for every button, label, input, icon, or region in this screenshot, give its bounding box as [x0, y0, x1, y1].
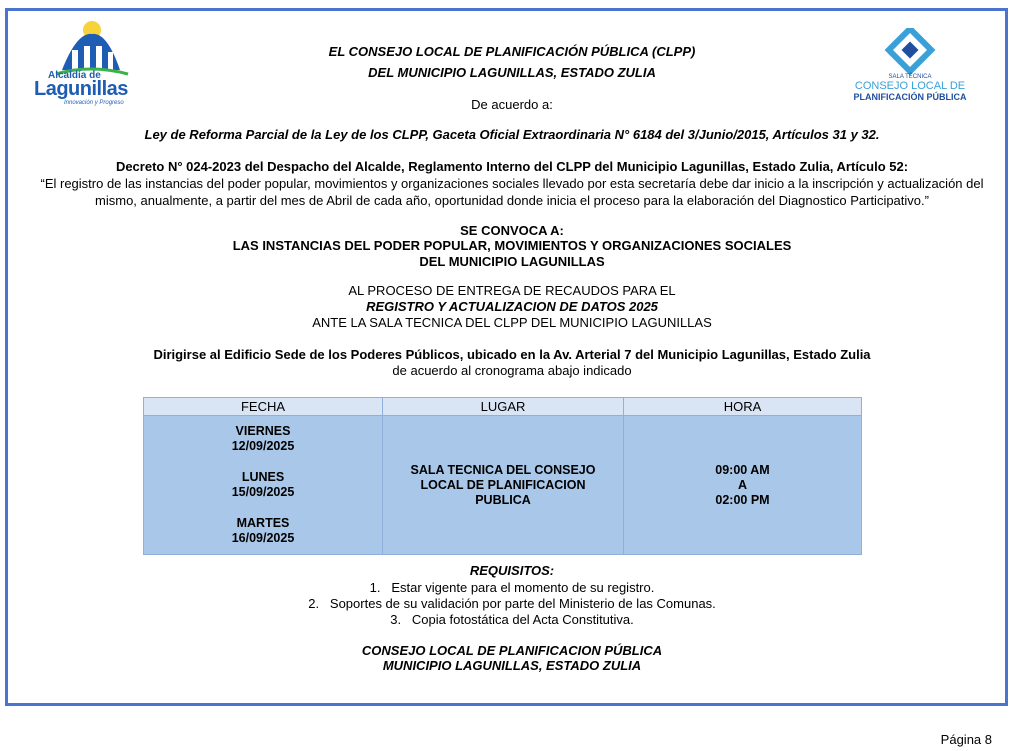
schedule-table [143, 397, 862, 555]
hora-cell [624, 416, 862, 555]
convoca-line2: LAS INSTANCIAS DEL PODER POPULAR, MOVIMIENTOS Y ORGANIZACIONES SOCIALES [232, 238, 792, 253]
date-day: VIERNES [235, 424, 291, 438]
clpp-logo-line1: SALA TÉCNICA [888, 74, 932, 80]
alcaldia-logo-line3: Innovación y Progreso [64, 100, 124, 106]
place-line3: PUBLICA [475, 492, 531, 507]
date-value: 12/09/2025 [231, 439, 295, 453]
fecha-cell [144, 416, 383, 555]
place-line1: SALA TECNICA DEL CONSEJO [410, 462, 596, 477]
requirement-item: 1. Estar vigente para el momento de su registro. [369, 580, 655, 595]
requirement-item: 2. Soportes de su validación por parte del Ministerio de las Comunas. [308, 596, 716, 611]
header-lugar: LUGAR [383, 398, 624, 416]
schedule-header-row [144, 398, 862, 416]
alcaldia-logo-line1: Alcaldía de [48, 70, 101, 81]
requirements-title: REQUISITOS: [469, 563, 555, 578]
decree-title: Decreto N° 024-2023 del Despacho del Alcalde, Reglamento Interno del CLPP del Municipio Lagunillas, Estado Zulia, Artículo 52: [115, 159, 909, 174]
time-start: 09:00 AM [715, 462, 770, 477]
directions-line2: de acuerdo al cronograma abajo indicado [392, 363, 632, 378]
time-separator: A [737, 477, 748, 492]
requirement-text: Estar vigente para el momento de su registro. [391, 580, 655, 595]
clpp-logo-line3: PLANIFICACIÓN PÚBLICA [853, 92, 967, 102]
date-day: MARTES [236, 516, 290, 530]
date-day: LUNES [241, 470, 285, 484]
date-value: 16/09/2025 [231, 531, 295, 545]
requirement-item: 3. Copia fotostática del Acta Constitutiva. [390, 612, 634, 627]
process-line1: AL PROCESO DE ENTREGA DE RECAUDOS PARA EL [348, 283, 676, 298]
header-line1: EL CONSEJO LOCAL DE PLANIFICACIÓN PÚBLICA (CLPP) [328, 44, 696, 59]
requirement-text: Soportes de su validación por parte del Ministerio de las Comunas. [329, 596, 716, 611]
clpp-logo-line2: CONSEJO LOCAL DE [854, 80, 966, 92]
date-value: 15/09/2025 [231, 485, 295, 499]
decree-quote-line1: “El registro de las instancias del poder popular, movimientos y organizaciones sociales llevado por esta secretaría debe dar inicio a la inscripción y actualización del [40, 176, 984, 191]
header-hora: HORA [624, 398, 862, 416]
process-line2: REGISTRO Y ACTUALIZACION DE DATOS 2025 [366, 299, 658, 314]
requirement-text: Copia fotostática del Acta Constitutiva. [411, 612, 634, 627]
header-fecha: FECHA [144, 398, 383, 416]
date-entry [144, 516, 382, 546]
date-entry [144, 424, 382, 454]
footer-line2: MUNICIPIO LAGUNILLAS, ESTADO ZULIA [382, 658, 642, 673]
lugar-cell [383, 416, 624, 555]
page-number: Página 8 [940, 732, 992, 747]
convoca-line1: SE CONVOCA A: [460, 223, 564, 238]
intro-text: De acuerdo a: [471, 97, 553, 112]
alcaldia-logo-line2: Lagunillas [34, 78, 128, 100]
schedule-row [144, 416, 862, 555]
law-reference: Ley de Reforma Parcial de la Ley de los CLPP, Gaceta Oficial Extraordinaria N° 6184 del 3/Junio/2015, Artículos 31 y 32. [144, 127, 880, 142]
convoca-line3: DEL MUNICIPIO LAGUNILLAS [419, 254, 605, 269]
footer-line1: CONSEJO LOCAL DE PLANIFICACION PÚBLICA [361, 643, 663, 658]
process-line3: ANTE LA SALA TECNICA DEL CLPP DEL MUNICIPIO LAGUNILLAS [312, 315, 712, 330]
directions-line1: Dirigirse al Edificio Sede de los Poderes Públicos, ubicado en la Av. Arterial 7 del Municipio Lagunillas, Estado Zulia [153, 347, 871, 362]
place-line2: LOCAL DE PLANIFICACION [420, 477, 586, 492]
decree-quote-line2: mismo, anualmente, a partir del mes de Abril de cada año, oportunidad donde inicia el proceso para la elaboración del Diagnostico Participativo.” [95, 193, 929, 208]
header-line2: DEL MUNICIPIO LAGUNILLAS, ESTADO ZULIA [368, 65, 656, 80]
time-end: 02:00 PM [715, 492, 770, 507]
date-entry [144, 470, 382, 500]
